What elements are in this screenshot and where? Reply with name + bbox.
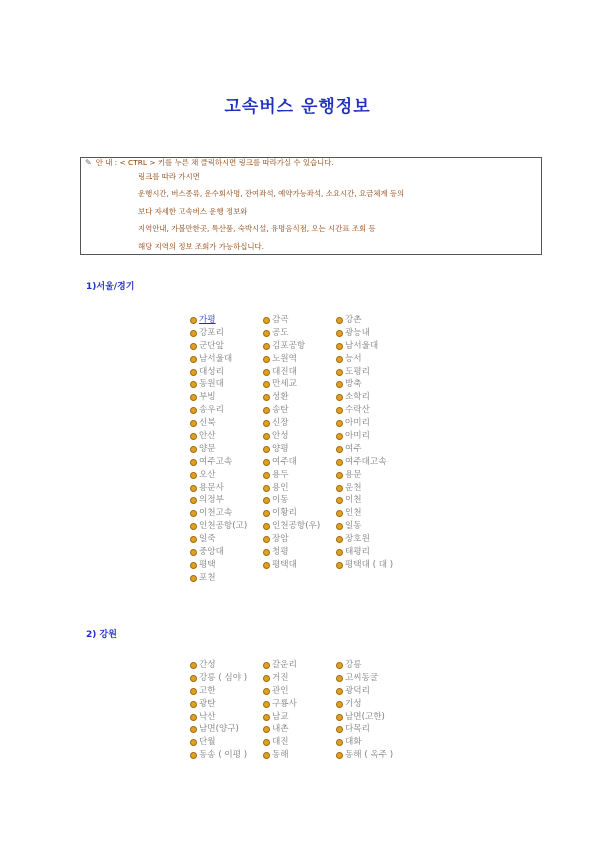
notice-line-1 — [85, 158, 334, 168]
bullet-icon — [190, 420, 197, 427]
region-row — [190, 340, 409, 353]
region-link-label: 인천공항(고) — [199, 521, 248, 532]
region-link[interactable] — [190, 736, 263, 749]
bullet-icon — [336, 497, 343, 504]
bullet-icon — [263, 739, 270, 746]
bullet-icon — [263, 407, 270, 414]
region-link-label: 다목리 — [345, 724, 370, 735]
section-title-gangwon: 2) 강원 — [86, 630, 117, 640]
region-link-label: 태평리 — [345, 547, 370, 558]
region-link-label: 기성 — [345, 698, 362, 709]
bullet-icon — [263, 510, 270, 517]
region-link[interactable] — [190, 559, 263, 572]
bullet-icon — [263, 343, 270, 350]
bullet-icon — [190, 497, 197, 504]
region-link-label: 포천 — [199, 572, 216, 583]
region-row — [190, 494, 409, 507]
region-link[interactable] — [336, 443, 409, 456]
region-row — [190, 404, 409, 417]
bullet-icon — [336, 369, 343, 376]
region-link[interactable] — [263, 391, 336, 404]
region-link-label: 거진 — [272, 672, 289, 683]
region-link-label: 강촌 — [345, 315, 362, 325]
region-link-label: 평택 — [199, 559, 216, 570]
region-link-label: 남면(양구) — [199, 724, 239, 735]
region-link[interactable] — [190, 507, 263, 520]
bullet-icon — [263, 317, 270, 324]
region-link[interactable] — [190, 340, 263, 353]
bullet-icon — [336, 562, 343, 569]
region-row — [190, 711, 409, 724]
region-row — [190, 353, 409, 366]
region-link-label: 공도 — [272, 327, 289, 338]
region-link-label: 대성리 — [199, 366, 224, 377]
bullet-icon — [190, 575, 197, 582]
region-link[interactable] — [190, 711, 263, 724]
region-link-label: 광능내 — [345, 327, 370, 338]
region-link[interactable] — [190, 572, 263, 585]
bullet-icon — [190, 701, 197, 708]
region-link[interactable] — [190, 443, 263, 456]
region-link-label: 동해 — [272, 750, 289, 761]
region-link[interactable] — [263, 711, 336, 724]
region-row — [190, 456, 409, 469]
bullet-icon — [336, 394, 343, 401]
region-grid-gangwon — [190, 659, 409, 762]
region-link[interactable] — [336, 340, 409, 353]
region-link-label: 신북 — [199, 418, 216, 429]
bullet-icon — [190, 394, 197, 401]
region-row — [190, 533, 409, 546]
bullet-icon — [263, 394, 270, 401]
bullet-icon — [190, 662, 197, 669]
bullet-icon — [190, 330, 197, 337]
region-link-label: 고한 — [199, 685, 216, 696]
region-link[interactable] — [190, 314, 263, 327]
bullet-icon — [190, 459, 197, 466]
region-link-label: 양평 — [272, 443, 289, 454]
bullet-icon — [263, 485, 270, 492]
bullet-icon — [336, 420, 343, 427]
region-link-label: 남서울대 — [199, 353, 233, 364]
region-row — [190, 546, 409, 559]
region-link[interactable] — [263, 507, 336, 520]
bullet-icon — [336, 407, 343, 414]
region-link-label: 부빙 — [199, 392, 216, 403]
bullet-icon — [190, 739, 197, 746]
region-link-label: 남서울대 — [345, 340, 379, 351]
region-link-label: 강릉 — [345, 660, 362, 670]
bullet-icon — [263, 369, 270, 376]
bullet-icon — [336, 510, 343, 517]
region-link[interactable] — [190, 672, 263, 685]
region-link-label: 대진대 — [272, 366, 297, 377]
region-link[interactable] — [336, 749, 409, 762]
bullet-icon — [336, 381, 343, 388]
bullet-icon — [190, 485, 197, 492]
region-link[interactable] — [336, 711, 409, 724]
bullet-icon — [263, 433, 270, 440]
bullet-icon — [190, 472, 197, 479]
region-link-label: 이동 — [272, 495, 289, 506]
bullet-icon — [263, 714, 270, 721]
region-row — [190, 685, 409, 698]
region-grid-seoul-gyeonggi — [190, 314, 409, 585]
region-link[interactable] — [263, 685, 336, 698]
region-link-label: 이천고속 — [199, 508, 233, 519]
region-link-label: 대화 — [345, 737, 362, 748]
region-link-label: 고씨동굴 — [345, 672, 379, 683]
region-link[interactable] — [190, 366, 263, 379]
region-link[interactable] — [190, 469, 263, 482]
region-link-label: 남교 — [272, 711, 289, 722]
region-link-label: 성환 — [272, 392, 289, 403]
region-link[interactable] — [336, 353, 409, 366]
bullet-icon — [263, 459, 270, 466]
bullet-icon — [190, 407, 197, 414]
region-link-label: 안성 — [272, 431, 289, 442]
region-link[interactable] — [190, 391, 263, 404]
region-row — [190, 469, 409, 482]
region-row — [190, 482, 409, 495]
pencil-icon: ✎ — [85, 158, 92, 167]
region-link[interactable] — [263, 456, 336, 469]
region-link-label: 인천 — [345, 508, 362, 519]
bullet-icon — [336, 343, 343, 350]
region-link[interactable] — [263, 672, 336, 685]
region-link[interactable] — [336, 404, 409, 417]
region-link-label: 용문사 — [199, 482, 224, 493]
notice-line-4: 보다 자세한 고속버스 운행 정보와 — [138, 207, 248, 216]
notice-line-3: 운행시간, 버스종류, 운수회사명, 잔여좌석, 예약가능좌석, 소요시간, 요금체계 등의 — [138, 189, 405, 198]
region-link-label: 송우리 — [199, 405, 224, 416]
region-link[interactable] — [263, 546, 336, 559]
bullet-icon — [190, 562, 197, 569]
bullet-icon — [336, 726, 343, 733]
region-link-label: 오산 — [199, 469, 216, 480]
region-link[interactable] — [263, 736, 336, 749]
region-link-label: 동송 ( 이평 ) — [199, 750, 248, 761]
bullet-icon — [336, 752, 343, 759]
bullet-icon — [263, 688, 270, 695]
region-link[interactable] — [263, 443, 336, 456]
region-link[interactable] — [190, 723, 263, 736]
section-title-seoul-gyeonggi: 1)서울/경기 — [86, 282, 135, 292]
bullet-icon — [190, 688, 197, 695]
region-row — [190, 430, 409, 443]
region-link[interactable] — [336, 378, 409, 391]
region-link[interactable] — [190, 533, 263, 546]
region-link-label: 군단앞 — [199, 340, 224, 351]
region-link-label: 감곡 — [272, 315, 289, 325]
region-link[interactable] — [263, 353, 336, 366]
region-link-label: 장호원 — [345, 534, 370, 545]
bullet-icon — [336, 459, 343, 466]
region-link-label: 안산 — [199, 431, 216, 442]
region-link[interactable] — [263, 533, 336, 546]
bullet-icon — [336, 714, 343, 721]
region-link[interactable] — [336, 520, 409, 533]
region-link-label: 대진 — [272, 737, 289, 748]
region-link[interactable] — [263, 314, 336, 327]
region-row — [190, 723, 409, 736]
region-link-label: 동원대 — [199, 379, 224, 390]
bullet-icon — [190, 369, 197, 376]
region-link[interactable] — [336, 736, 409, 749]
region-link-label: 용문 — [345, 469, 362, 480]
region-link-label: 광탄 — [199, 698, 216, 709]
region-row — [190, 417, 409, 430]
notice-line-2: 링크를 따라 가시면 — [138, 172, 200, 181]
region-link[interactable] — [263, 417, 336, 430]
region-link[interactable] — [263, 404, 336, 417]
bullet-icon — [336, 317, 343, 324]
region-row — [190, 520, 409, 533]
bullet-icon — [336, 739, 343, 746]
region-link[interactable] — [263, 749, 336, 762]
bullet-icon — [190, 433, 197, 440]
bullet-icon — [336, 701, 343, 708]
region-link[interactable] — [263, 723, 336, 736]
region-link[interactable] — [336, 430, 409, 443]
region-link-label: 김포공항 — [272, 340, 306, 351]
bullet-icon — [263, 752, 270, 759]
bullet-icon — [336, 523, 343, 530]
notice-box — [80, 157, 542, 255]
bullet-icon — [263, 549, 270, 556]
bullet-icon — [190, 536, 197, 543]
bullet-icon — [263, 381, 270, 388]
region-link-label: 간성 — [199, 660, 216, 670]
bullet-icon — [263, 420, 270, 427]
region-link[interactable] — [190, 494, 263, 507]
bullet-icon — [263, 662, 270, 669]
region-link[interactable] — [336, 482, 409, 495]
region-link[interactable] — [336, 672, 409, 685]
region-link-label: 운천 — [345, 482, 362, 493]
bullet-icon — [190, 381, 197, 388]
region-link-label: 아미리 — [345, 418, 370, 429]
bullet-icon — [190, 714, 197, 721]
region-link-label: 여주 — [345, 443, 362, 454]
bullet-icon — [336, 446, 343, 453]
bullet-icon — [263, 701, 270, 708]
region-link-label: 내촌 — [272, 724, 289, 735]
region-link[interactable] — [190, 417, 263, 430]
region-link[interactable] — [336, 723, 409, 736]
region-link[interactable] — [263, 659, 336, 672]
bullet-icon — [190, 317, 197, 324]
region-link[interactable] — [336, 469, 409, 482]
region-row — [190, 698, 409, 711]
region-link-label: 장암 — [272, 534, 289, 545]
bullet-icon — [190, 343, 197, 350]
region-link[interactable] — [190, 327, 263, 340]
region-link[interactable] — [190, 482, 263, 495]
region-row — [190, 507, 409, 520]
region-link[interactable] — [263, 482, 336, 495]
bullet-icon — [190, 549, 197, 556]
region-link-label: 광덕리 — [345, 685, 370, 696]
region-link-label: 수락산 — [345, 405, 370, 416]
region-link-label: 방축 — [345, 379, 362, 390]
bullet-icon — [190, 510, 197, 517]
region-link[interactable] — [190, 353, 263, 366]
region-row — [190, 443, 409, 456]
region-link-label: 용인 — [272, 482, 289, 493]
bullet-icon — [336, 330, 343, 337]
region-link-label: 이천 — [345, 495, 362, 506]
region-link-label: 양문 — [199, 443, 216, 454]
region-link[interactable] — [190, 520, 263, 533]
region-link-label: 일동 — [345, 521, 362, 532]
region-row — [190, 736, 409, 749]
region-link[interactable] — [263, 327, 336, 340]
region-row — [190, 672, 409, 685]
region-link-label: 아미리 — [345, 431, 370, 442]
region-link[interactable] — [336, 494, 409, 507]
region-link-label: 송탄 — [272, 405, 289, 416]
region-link[interactable] — [336, 546, 409, 559]
region-link-label: 여주고속 — [199, 456, 233, 467]
bullet-icon — [263, 536, 270, 543]
bullet-icon — [263, 356, 270, 363]
region-link[interactable] — [190, 546, 263, 559]
page-title: 고속버스 운행정보 — [224, 97, 371, 117]
region-link[interactable] — [263, 559, 336, 572]
region-link-label: 일죽 — [199, 534, 216, 545]
region-row — [190, 378, 409, 391]
bullet-icon — [263, 726, 270, 733]
bullet-icon — [263, 497, 270, 504]
bullet-icon — [336, 662, 343, 669]
region-row — [190, 314, 409, 327]
region-link[interactable] — [336, 314, 409, 327]
bullet-icon — [190, 675, 197, 682]
region-link-label: 신장 — [272, 418, 289, 429]
region-link[interactable] — [336, 456, 409, 469]
region-link-label: 단월 — [199, 737, 216, 748]
bullet-icon — [190, 752, 197, 759]
region-link[interactable] — [263, 494, 336, 507]
bullet-icon — [336, 688, 343, 695]
region-row — [190, 659, 409, 672]
bullet-icon — [190, 446, 197, 453]
region-link[interactable] — [263, 366, 336, 379]
region-link-label: 만세교 — [272, 379, 297, 390]
region-link-label: 여주대 — [272, 456, 297, 467]
region-row — [190, 559, 409, 572]
bullet-icon — [190, 726, 197, 733]
region-link-label: 소학리 — [345, 392, 370, 403]
region-link[interactable] — [190, 378, 263, 391]
region-link-label: 노원역 — [272, 353, 297, 364]
bullet-icon — [336, 356, 343, 363]
region-link[interactable] — [263, 520, 336, 533]
region-row — [190, 572, 409, 585]
region-link[interactable] — [263, 378, 336, 391]
bullet-icon — [336, 472, 343, 479]
region-row — [190, 327, 409, 340]
region-link-label: 평택대 ( 대 ) — [345, 559, 394, 570]
region-link[interactable] — [190, 430, 263, 443]
region-link-label: 여주대고속 — [345, 456, 387, 467]
region-link-label: 청평 — [272, 547, 289, 558]
region-link[interactable] — [190, 659, 263, 672]
region-link[interactable] — [190, 749, 263, 762]
region-link-label: 용두 — [272, 469, 289, 480]
region-link[interactable] — [263, 469, 336, 482]
region-link-label: 강릉 ( 심야 ) — [199, 672, 248, 683]
region-link-label: 갈운리 — [272, 660, 297, 670]
region-link-label: 남면(고한) — [345, 711, 385, 722]
region-link[interactable] — [336, 507, 409, 520]
bullet-icon — [263, 330, 270, 337]
bullet-icon — [336, 433, 343, 440]
region-link-label: 인천공항(우) — [272, 521, 321, 532]
bullet-icon — [263, 562, 270, 569]
region-link[interactable] — [190, 456, 263, 469]
bullet-icon — [263, 472, 270, 479]
region-link-label: 동해 ( 옥주 ) — [345, 750, 394, 761]
region-link[interactable] — [336, 559, 409, 572]
region-link-label: 낙산 — [199, 711, 216, 722]
region-link[interactable] — [263, 698, 336, 711]
region-link[interactable] — [263, 430, 336, 443]
region-link-label: 구룡사 — [272, 698, 297, 709]
notice-line-5: 지역안내, 가볼만한곳, 특산품, 숙박시설, 유명음식점, 오는 시간표 조회 등 — [138, 224, 376, 233]
bullet-icon — [263, 675, 270, 682]
region-link-label: 의정부 — [199, 495, 224, 506]
region-link-label: 평택대 — [272, 559, 297, 570]
region-link-label: 도평리 — [345, 366, 370, 377]
region-link[interactable] — [336, 391, 409, 404]
notice-text: 안 내 : < CTRL > 키를 누른 채 클릭하시면 링크를 따라가실 수 있습니다. — [95, 158, 334, 167]
region-link[interactable] — [336, 366, 409, 379]
region-link[interactable] — [336, 417, 409, 430]
bullet-icon — [190, 356, 197, 363]
region-link-label: 강포리 — [199, 327, 224, 338]
bullet-icon — [336, 536, 343, 543]
bullet-icon — [336, 675, 343, 682]
region-link-label: 중앙대 — [199, 547, 224, 558]
region-link[interactable] — [336, 659, 409, 672]
region-link[interactable] — [190, 698, 263, 711]
region-link[interactable] — [263, 340, 336, 353]
region-link[interactable] — [336, 533, 409, 546]
region-link-label: 가평 — [199, 315, 216, 325]
region-link[interactable] — [336, 698, 409, 711]
region-row — [190, 366, 409, 379]
bullet-icon — [263, 523, 270, 530]
region-link-label: 이황리 — [272, 508, 297, 519]
region-row — [190, 749, 409, 762]
bullet-icon — [336, 549, 343, 556]
region-link-label: 능서 — [345, 353, 362, 364]
region-link[interactable] — [336, 327, 409, 340]
region-link-label: 관인 — [272, 685, 289, 696]
region-link[interactable] — [336, 685, 409, 698]
bullet-icon — [336, 485, 343, 492]
bullet-icon — [263, 446, 270, 453]
region-link[interactable] — [190, 685, 263, 698]
notice-line-6: 해당 지역의 정보 조회가 가능하십니다. — [138, 242, 264, 251]
bullet-icon — [190, 523, 197, 530]
region-row — [190, 391, 409, 404]
region-link[interactable] — [190, 404, 263, 417]
